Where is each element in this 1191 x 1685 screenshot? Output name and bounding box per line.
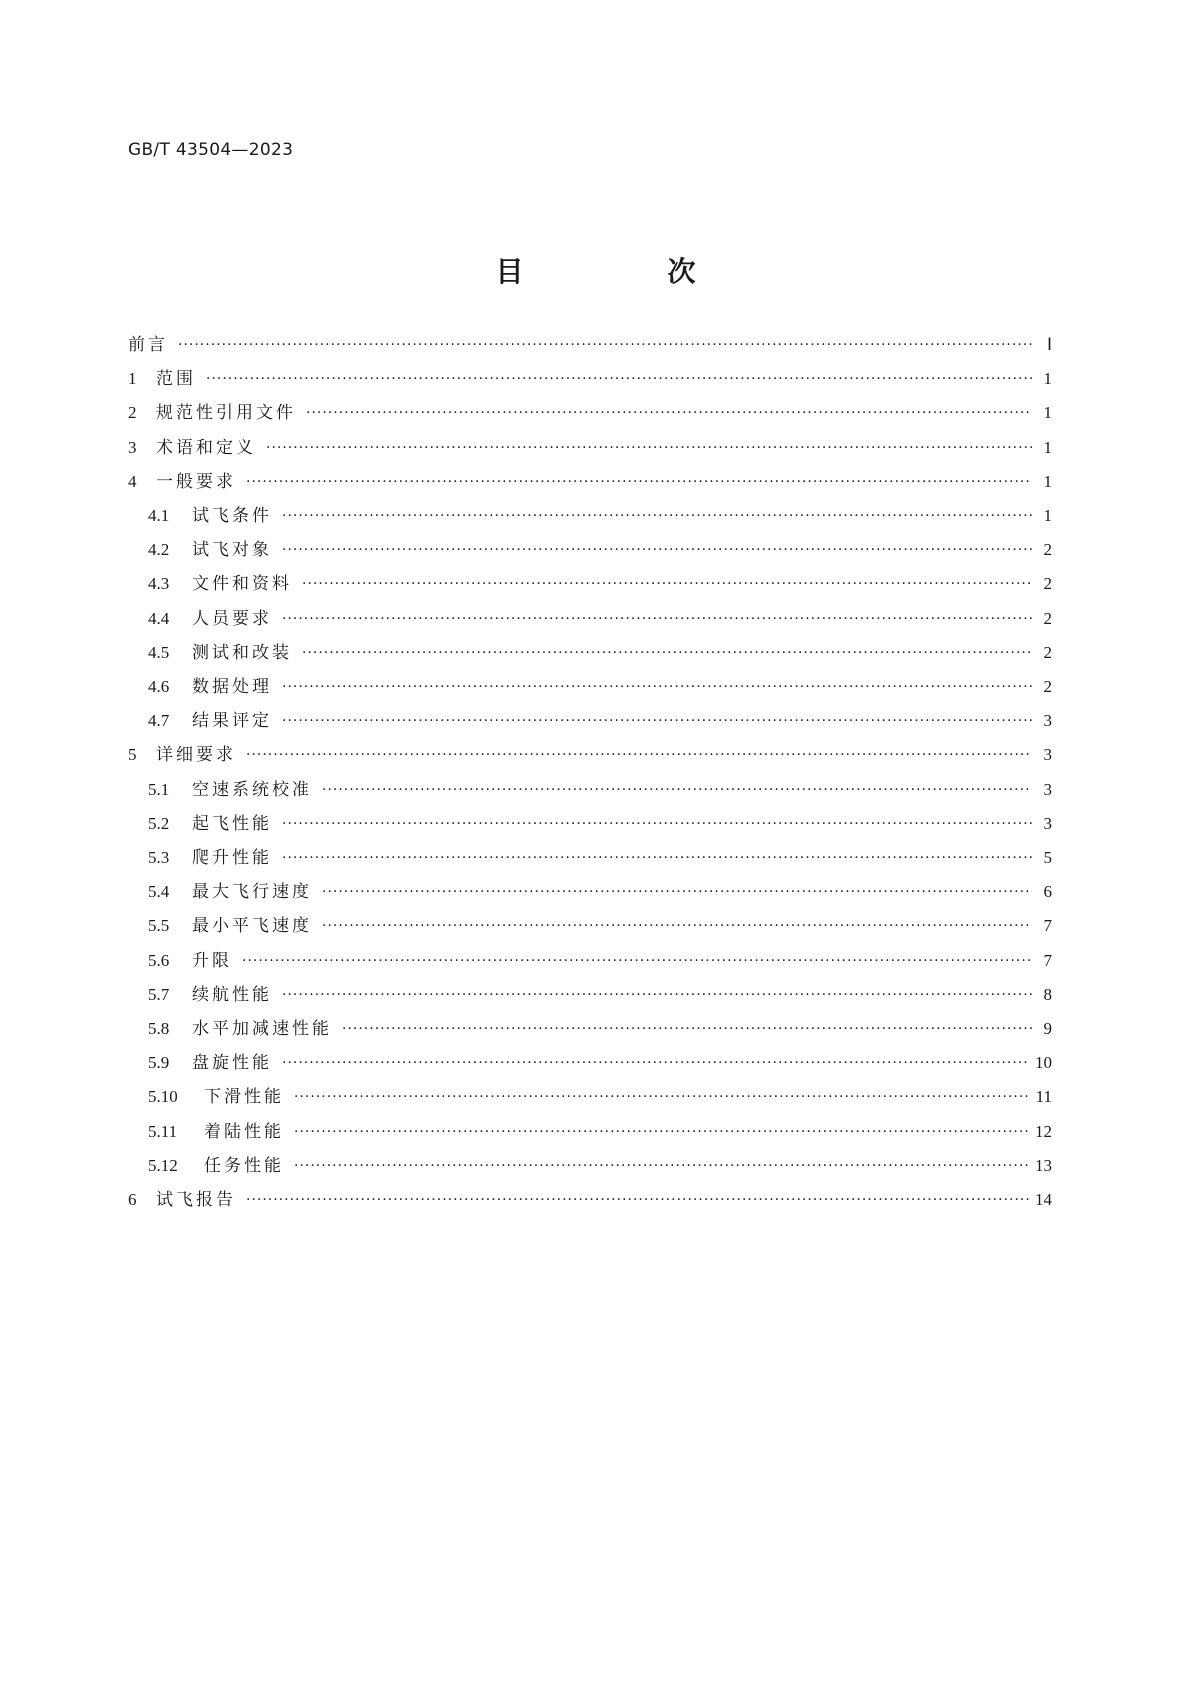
dot-leader — [246, 740, 1032, 770]
toc-entry[interactable] — [128, 1014, 1052, 1044]
toc-entry[interactable] — [128, 604, 1052, 634]
toc-entry-title: 最大飞行速度 — [192, 882, 312, 903]
toc-entry-page-number: 1 — [1043, 403, 1052, 423]
dot-leader — [294, 1117, 1029, 1147]
toc-entry[interactable] — [128, 569, 1052, 599]
dot-leader — [282, 706, 1032, 736]
toc-entry-number: 1 — [128, 369, 137, 389]
toc-entry[interactable] — [128, 467, 1052, 497]
toc-entry[interactable] — [128, 1151, 1052, 1181]
dot-leader — [302, 569, 1032, 599]
toc-entry-title: 空速系统校准 — [192, 779, 312, 800]
toc-entry-page-number: 6 — [1043, 882, 1052, 902]
toc-entry-page-number: 3 — [1043, 745, 1052, 765]
dot-leader — [178, 330, 1032, 360]
toc-entry-title: 文件和资料 — [192, 574, 292, 595]
toc-entry-number: 5 — [128, 745, 137, 765]
toc-entry-title: 最小平飞速度 — [192, 916, 312, 937]
toc-entry-title: 下滑性能 — [204, 1087, 284, 1108]
toc-entry-title: 一般要求 — [156, 471, 236, 492]
dot-leader — [322, 911, 1032, 941]
toc-entry-title: 任务性能 — [204, 1155, 284, 1176]
document-code-header: GB/T 43504—2023 — [128, 140, 294, 160]
toc-entry[interactable] — [128, 877, 1052, 907]
dot-leader — [246, 1185, 1029, 1215]
dot-leader — [206, 364, 1032, 394]
toc-entry[interactable] — [128, 946, 1052, 976]
toc-entry-page-number: 8 — [1043, 984, 1052, 1004]
toc-entry[interactable] — [128, 706, 1052, 736]
toc-entry-number: 5.7 — [148, 984, 170, 1004]
toc-entry-title: 结果评定 — [192, 711, 272, 732]
toc-entry[interactable] — [128, 740, 1052, 770]
toc-entry-title: 升限 — [192, 950, 232, 971]
toc-entry[interactable] — [128, 1185, 1052, 1215]
dot-leader — [322, 877, 1032, 907]
dot-leader — [306, 398, 1032, 428]
dot-leader — [282, 672, 1032, 702]
toc-entry-title: 起飞性能 — [192, 813, 272, 834]
toc-entry-title: 术语和定义 — [156, 437, 256, 458]
toc-entry-page-number: 5 — [1043, 848, 1052, 867]
toc-entry[interactable] — [128, 980, 1052, 1010]
toc-entry-title: 试飞对象 — [192, 540, 272, 561]
toc-entry[interactable] — [128, 398, 1052, 428]
toc-entry-page-number: 11 — [1035, 1087, 1052, 1107]
toc-entry-title: 着陆性能 — [204, 1121, 284, 1142]
toc-entry-title: 数据处理 — [192, 677, 272, 697]
dot-leader — [282, 980, 1032, 1010]
dot-leader — [242, 946, 1032, 976]
toc-entry-number: 4 — [128, 471, 137, 491]
dot-leader — [342, 1014, 1032, 1044]
toc-entry[interactable] — [128, 1117, 1052, 1147]
toc-entry-title: 水平加减速性能 — [192, 1019, 332, 1039]
toc-entry-page-number: 14 — [1035, 1190, 1052, 1209]
toc-entry-number: 5.12 — [148, 1155, 178, 1175]
toc-entry-page-number: Ⅰ — [1046, 335, 1052, 354]
toc-entry-number: 4.6 — [148, 677, 170, 696]
toc-entry-number: 5.8 — [148, 1019, 170, 1038]
toc-entry-page-number: 3 — [1043, 711, 1052, 731]
toc-entry[interactable] — [128, 809, 1052, 839]
toc-entry-title: 详细要求 — [156, 745, 236, 766]
toc-entry[interactable] — [128, 330, 1052, 360]
toc-entry-number: 6 — [128, 1190, 137, 1209]
toc-entry-title: 范围 — [156, 369, 196, 390]
dot-leader — [282, 1048, 1029, 1078]
toc-entry-page-number: 13 — [1035, 1155, 1052, 1175]
toc-entry-number: 2 — [128, 403, 137, 423]
toc-entry-number: 4.3 — [148, 574, 170, 594]
toc-entry-title: 续航性能 — [192, 984, 272, 1005]
toc-entry-title: 试飞报告 — [156, 1190, 236, 1210]
toc-entry-title: 爬升性能 — [192, 848, 272, 868]
toc-entry-page-number: 2 — [1043, 642, 1052, 662]
dot-leader — [282, 604, 1032, 634]
dot-leader — [294, 1151, 1029, 1181]
toc-entry-page-number: 3 — [1043, 779, 1052, 799]
toc-entry-page-number: 2 — [1043, 677, 1052, 696]
toc-entry-page-number: 10 — [1035, 1053, 1052, 1073]
toc-entry[interactable] — [128, 1082, 1052, 1112]
toc-entry-page-number: 1 — [1043, 437, 1052, 457]
toc-entry-number: 5.10 — [148, 1087, 178, 1107]
dot-leader — [294, 1082, 1030, 1112]
toc-entry[interactable] — [128, 911, 1052, 941]
dot-leader — [282, 501, 1032, 531]
toc-entry-page-number: 1 — [1043, 471, 1052, 491]
toc-entry[interactable] — [128, 843, 1052, 873]
toc-entry[interactable] — [128, 1048, 1052, 1078]
toc-entry-number: 4.4 — [148, 608, 170, 628]
toc-entry-page-number: 2 — [1043, 608, 1052, 628]
toc-entry-page-number: 9 — [1043, 1019, 1052, 1038]
toc-entry[interactable] — [128, 672, 1052, 702]
dot-leader — [282, 535, 1032, 565]
toc-entry-page-number: 2 — [1043, 574, 1052, 594]
toc-entry-page-number: 3 — [1043, 813, 1052, 833]
toc-entry-page-number: 2 — [1043, 540, 1052, 560]
toc-entry-title: 测试和改装 — [192, 642, 292, 663]
dot-leader — [246, 467, 1032, 497]
toc-entry-page-number: 7 — [1043, 916, 1052, 936]
dot-leader — [322, 775, 1032, 805]
dot-leader — [282, 809, 1032, 839]
toc-entry[interactable] — [128, 364, 1052, 394]
toc-entry-title: 前言 — [128, 335, 168, 355]
toc-entry-number: 5.4 — [148, 882, 170, 902]
toc-entry[interactable] — [128, 535, 1052, 565]
toc-entry-title: 试飞条件 — [192, 506, 272, 526]
dot-leader — [282, 843, 1032, 873]
dot-leader — [302, 638, 1032, 668]
toc-entry-number: 5.2 — [148, 813, 170, 833]
toc-entry-number: 4.7 — [148, 711, 170, 731]
toc-entry-number: 3 — [128, 437, 137, 457]
toc-entry-number: 4.5 — [148, 642, 170, 662]
toc-entry-number: 5.3 — [148, 848, 170, 867]
page-title: 目 次 — [495, 255, 754, 288]
toc-entry[interactable] — [128, 775, 1052, 805]
toc-entry-page-number: 1 — [1043, 506, 1052, 525]
toc-entry-page-number: 1 — [1043, 369, 1052, 389]
toc-entry-title: 人员要求 — [192, 608, 272, 629]
toc-entry-page-number: 7 — [1043, 950, 1052, 970]
toc-entry-number: 5.1 — [148, 779, 170, 799]
toc-entry-number: 4.2 — [148, 540, 170, 560]
toc-entry-number: 5.5 — [148, 916, 170, 936]
toc-entry-page-number: 12 — [1035, 1121, 1052, 1141]
toc-entry[interactable] — [128, 501, 1052, 531]
toc-entry-title: 盘旋性能 — [192, 1053, 272, 1074]
toc-entry-title: 规范性引用文件 — [156, 403, 296, 424]
toc-entry-number: 5.11 — [148, 1121, 178, 1141]
toc-entry[interactable] — [128, 433, 1052, 463]
dot-leader — [266, 433, 1032, 463]
toc-entry[interactable] — [128, 638, 1052, 668]
toc-entry-number: 4.1 — [148, 506, 170, 525]
toc-entry-number: 5.9 — [148, 1053, 170, 1073]
toc-entry-number: 5.6 — [148, 950, 170, 970]
